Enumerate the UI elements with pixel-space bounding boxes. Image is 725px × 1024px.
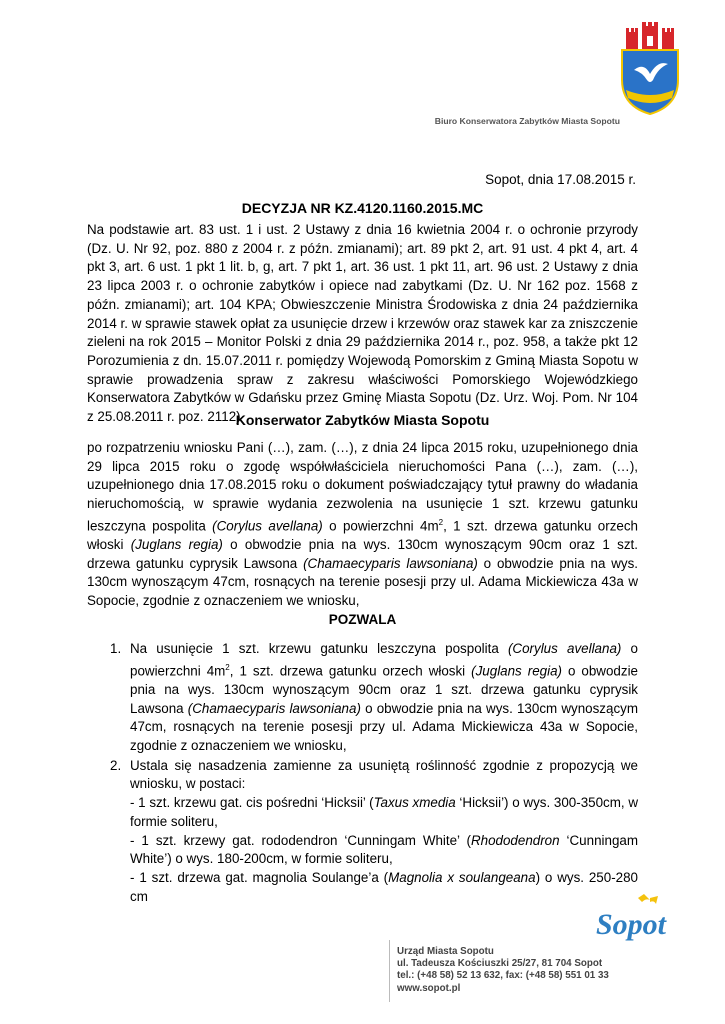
sopot-logo [592,892,672,944]
logo-text: Sopot [596,908,667,941]
city-crest [620,18,680,116]
decision-title: DECYZJA NR KZ.4120.1160.2015.MC [241,200,484,216]
list-item: 2. Ustala się nasadzenia zamienne za usuniętą roślinność zgodnie z propozycją we wniosku, w postaci: - 1 szt. krzewu gat. cis pośredni ‘Hicksii’ (Taxus xmedia ‘Hicksii’) o wys. 300-350cm, w formie soliteru, - 1 szt. krzewy gat. rododendron ‘Cunningam White’ (Rhododendron ‘Cunningam White’) o wys. 180-200cm, w formie soliteru, - 1 szt. drzewa gat. magnolia Soulange’a (Magnolia x soulangeana) o wys. 250-280 cm [110,757,639,904]
footer-office: Urząd Miasta Sopotu [397,946,494,957]
authority-heading: Konserwator Zabytków Miasta Sopotu [235,412,490,428]
intro-paragraph: po rozpatrzeniu wniosku Pani (…), zam. (…), z dnia 24 lipca 2015 roku, uzupełnionego dnia 29 lipca 2015 roku o zgodę współwłaściciela nieruchomości Pana (…), zam. (…), uzupełnionego dnia 17.08.2015 roku o dokument poświadczający tytuł prawny do władania nieruchomością, w sprawie wydania zezwolenia na usunięcie 1 szt. krzewu gatunku leszczyna pospolita (Corylus avellana) o powierzchni $4m^2$, 1 szt. drzewa gatunku orzech włoski (Juglans regia) o obwodzie pnia na wys. 130cm wynoszącym 90cm oraz 1 szt. drzewa gatunku cyprysik Lawsona (Chamaecyparis lawsoniana) o obwodzie pnia na wys. 130cm wynoszącym 47cm, rosnących na terenie posesji przy ul. Adama Mickiewicza 43a w Sopocie, zgodnie z oznaczeniem we wniosku, [87,440,638,609]
verdict-heading: POZWALA [328,612,397,627]
legal-basis-paragraph: Na podstawie art. 83 ust. 1 i ust. 2 Ustawy z dnia 16 kwietnia 2004 r. o ochronie przyrody (Dz. U. Nr 92, poz. 880 z 2004 r. z późn. zmianami); art. 89 pkt 2, art. 91 ust. 4 pkt 4, art. 4 pkt 3, art. 6 ust. 1 pkt 1 lit. b, g, art. 7 pkt 1, art. 36 ust. 1 pkt 11, art. 96 ust. 2 Ustawy z dnia 23 lipca 2003 r. o ochronie zabytków i opiece nad zabytkami (Dz. U. Nr 162 poz. 1568 z późn. zmianami); art. 104 KPA; Obwieszczenie Ministra Środowiska z dnia 24 października 2014 r. w sprawie stawek opłat za usunięcie drzew i krzewów oraz stawek kar za zniszczenie zieleni na rok 2015 – Monitor Polski z dnia 29 października 2014 r., poz. 958, a także pkt 12 Porozumienia z dn. 15.07.2011 r. pomiędzy Wojewodą Pomorskim z Gminą Miasta Sopotu w sprawie prowadzenia spraw z zakresu właściwości Pomorskiego Wojewódzkiego Konserwatora Zabytków w Gdańsku przez Gminę Miasta Sopotu (Dz. Urz. Woj. Pom. Nr 104 z 25.08.2011 r. poz. 2112) [87,222,638,425]
decision-items [110,640,638,907]
footer-address [397,946,647,995]
office-name: Biuro Konserwatora Zabytków Miasta Sopotu [434,116,620,126]
list-item: 1. Na usunięcie 1 szt. krzewu gatunku leszczyna pospolita (Corylus avellana) o powierzchni $4m^2$, 1 szt. drzewa gatunku orzech włoski (Juglans regia) o obwodzie pnia na wys. 130cm wynoszącym 90cm oraz 1 szt. drzewa gatunku cyprysik Lawsona (Chamaecyparis lawsoniana) o obwodzie pnia na wys. 130cm wynoszącym 47cm, rosnących na terenie posesji przy ul. Adama Mickiewicza 43a w Sopocie, zgodnie z oznaczeniem we wniosku, [110,641,638,753]
footer-phone: tel.: (+48 58) 52 13 632, fax: (+48 58) 551 01 33 [397,970,609,982]
document-date: Sopot, dnia 17.08.2015 r. [485,172,636,187]
footer-street: ul. Tadeusza Kościuszki 25/27, 81 704 Sopot [397,958,603,970]
footer-website: www.sopot.pl [397,982,461,994]
footer-divider [389,940,390,1002]
